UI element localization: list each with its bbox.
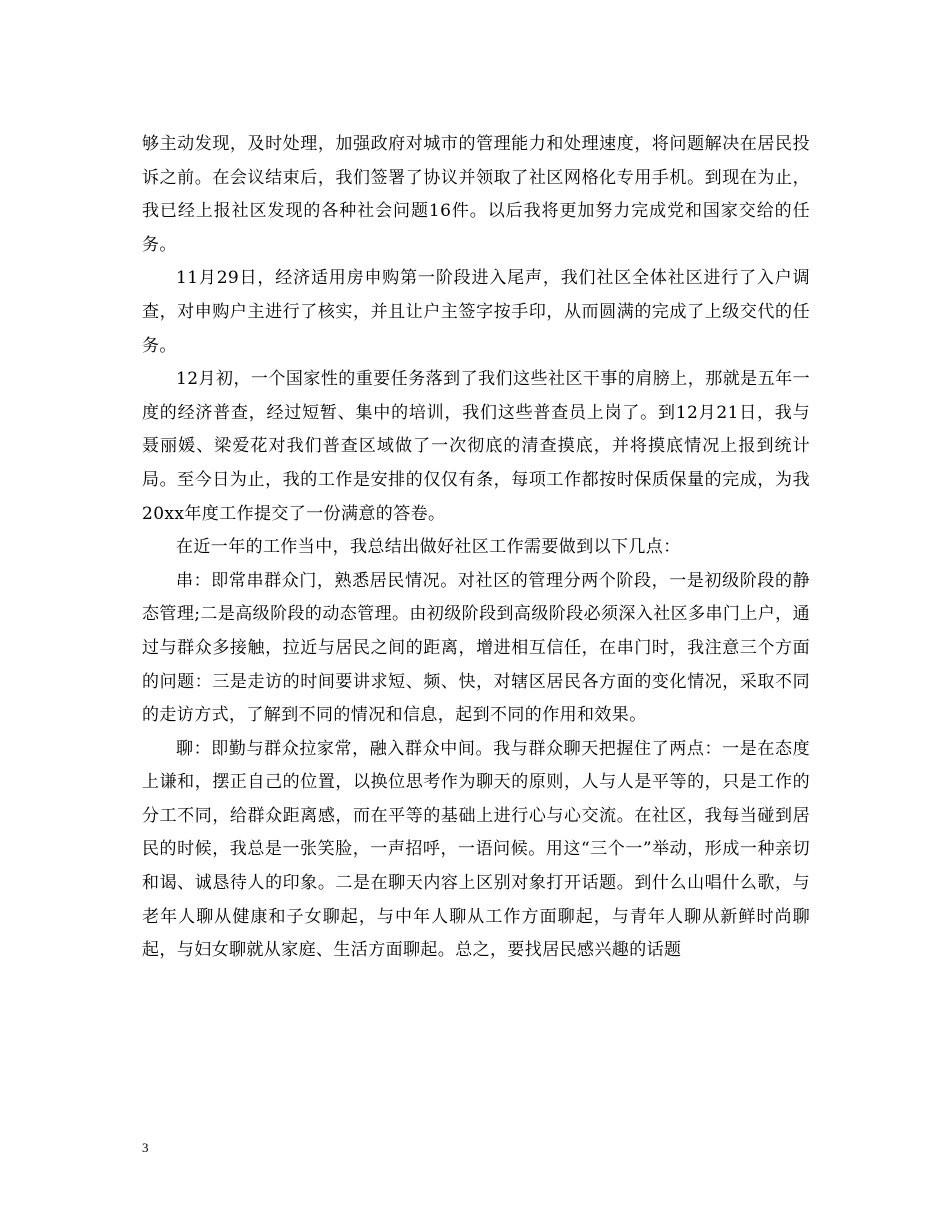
paragraph-2: 11月29日，经济适用房申购第一阶段进入尾声，我们社区全体社区进行了入户调查，对申购户主进行了核实，并且让户主签字按手印，从而圆满的完成了上级交代的任务。 xyxy=(142,268,810,356)
paragraph-5: 串：即常串群众门，熟悉居民情况。对社区的管理分两个阶段，一是初级阶段的静态管理;二是高级阶段的动态管理。由初级阶段到高级阶段必须深入社区多串门上户，通过与群众多接触，拉近与居民之间的距离，增进相互信任，在串门时，我注意三个方面的问题：三是走访的时间要讲求短、频、快，对辖区居民各方面的变化情况，采取不同的走访方式，了解到不同的情况和信息，起到不同的作用和效果。 xyxy=(142,570,810,726)
page-number: 3 xyxy=(142,1140,149,1155)
paragraph-4: 在近一年的工作当中，我总结出做好社区工作需要做到以下几点： xyxy=(176,537,681,558)
paragraph-3: 12月初，一个国家性的重要任务落到了我们这些社区干事的肩膀上，那就是五年一度的经济普查，经过短暂、集中的培训，我们这些普查员上岗了。到12月21日，我与聂丽媛、梁爱花对我们普查区域做了一次彻底的清查摸底，并将摸底情况上报到统计局。至今日为止，我的工作是安排的仅仅有条，每项工作都按时保质保量的完成，为我20xx年度工作提交了一份满意的答卷。 xyxy=(142,369,810,524)
paragraph-6: 聊：即勤与群众拉家常，融入群众中间。我与群众聊天把握住了两点：一是在态度上谦和，摆正自己的位置，以换位思考作为聊天的原则，人与人是平等的，只是工作的分工不同，给群众距离感，而在平等的基础上进行心与心交流。在社区，我每当碰到居民的时候，我总是一张笑脸，一声招呼，一语问候。用这“三个一”举动，形成一种亲切和谒、诚恳待人的印象。二是在聊天内容上区别对象打开话题。到什么山唱什么歌，与老年人聊从健康和子女聊起，与中年人聊从工作方面聊起，与青年人聊从新鲜时尚聊起，与妇女聊就从家庭、生活方面聊起。总之，要找居民感兴趣的话题 xyxy=(142,738,810,961)
paragraph-1: 够主动发现，及时处理，加强政府对城市的管理能力和处理速度，将问题解决在居民投诉之前。在会议结束后，我们签署了协议并领取了社区网格化专用手机。到现在为止，我已经上报社区发现的各种社会问题16件。以后我将更加努力完成党和国家交给的任务。 xyxy=(142,134,810,255)
document-body xyxy=(142,128,810,968)
